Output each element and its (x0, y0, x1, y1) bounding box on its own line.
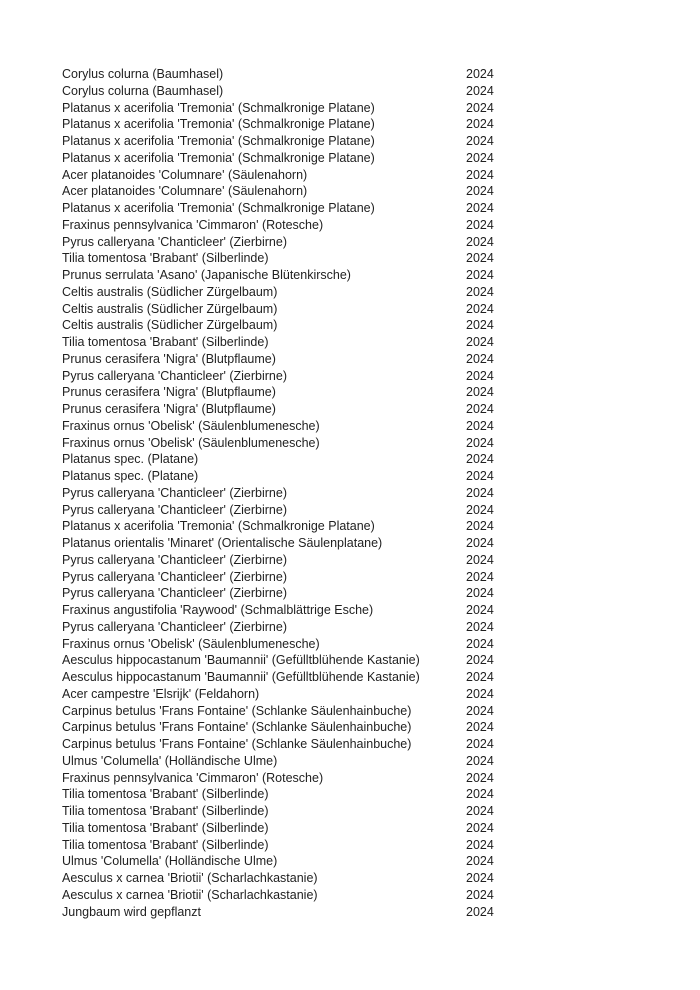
table-row (62, 217, 638, 234)
table-row (62, 786, 638, 803)
species-name: Corylus colurna (Baumhasel) (62, 67, 224, 81)
species-name: Fraxinus ornus 'Obelisk' (Säulenblumenesche) (62, 418, 320, 433)
year-value: 2024 (466, 686, 494, 701)
year-value: 2024 (466, 653, 494, 668)
species-name: Pyrus calleryana 'Chanticleer' (Zierbirne) (62, 368, 287, 383)
year-value: 2024 (466, 552, 494, 567)
species-name: Tilia tomentosa 'Brabant' (Silberlinde) (62, 804, 269, 818)
species-name: Pyrus calleryana 'Chanticleer' (Zierbirne) (62, 485, 287, 500)
year-value: 2024 (466, 837, 494, 852)
species-name: Jungbaum wird gepflanzt (62, 904, 201, 919)
species-name: Platanus x acerifolia 'Tremonia' (Schmalkronige Platane) (62, 150, 375, 165)
table-row (62, 518, 638, 535)
table-row (62, 468, 638, 485)
table-row (62, 569, 638, 586)
year-value: 2024 (466, 753, 494, 768)
table-row (62, 435, 638, 452)
year-value: 2024 (466, 83, 494, 98)
table-row (62, 652, 638, 669)
year-value: 2024 (466, 887, 494, 902)
year-value: 2024 (466, 737, 494, 751)
table-row (62, 602, 638, 619)
year-value: 2024 (466, 301, 494, 316)
table-row (62, 267, 638, 284)
species-name: Aesculus hippocastanum 'Baumannii' (Gefülltblühende Kastanie) (62, 670, 420, 684)
species-name: Platanus x acerifolia 'Tremonia' (Schmalkronige Platane) (62, 519, 375, 534)
species-name: Aesculus hippocastanum 'Baumannii' (Gefülltblühende Kastanie) (62, 653, 420, 668)
table-row (62, 100, 638, 117)
table-row (62, 753, 638, 770)
species-name: Fraxinus pennsylvanica 'Cimmaron' (Rotesche) (62, 217, 324, 232)
year-value: 2024 (466, 150, 494, 165)
table-row (62, 351, 638, 368)
year-value: 2024 (466, 117, 494, 132)
year-value: 2024 (466, 787, 494, 802)
species-name: Aesculus x carnea 'Briotii' (Scharlachkastanie) (62, 887, 318, 902)
species-name: Tilia tomentosa 'Brabant' (Silberlinde) (62, 335, 269, 349)
table-row (62, 485, 638, 502)
species-name: Celtis australis (Südlicher Zürgelbaum) (62, 301, 278, 316)
table-row (62, 384, 638, 401)
year-value: 2024 (466, 703, 494, 718)
year-value: 2024 (466, 720, 494, 735)
species-name: Fraxinus ornus 'Obelisk' (Säulenblumenesche) (62, 636, 320, 651)
table-row (62, 200, 638, 217)
table-row (62, 585, 638, 602)
year-value: 2024 (466, 871, 494, 885)
table-row (62, 418, 638, 435)
table-row (62, 183, 638, 200)
species-name: Tilia tomentosa 'Brabant' (Silberlinde) (62, 820, 269, 835)
species-name: Platanus spec. (Platane) (62, 452, 199, 467)
species-name: Fraxinus pennsylvanica 'Cimmaron' (Rotesche) (62, 770, 324, 785)
year-value: 2024 (466, 485, 494, 500)
year-value: 2024 (466, 402, 494, 416)
tree-list (62, 66, 638, 920)
table-row (62, 535, 638, 552)
species-name: Pyrus calleryana 'Chanticleer' (Zierbirne) (62, 569, 287, 584)
year-value: 2024 (466, 603, 494, 617)
table-row (62, 820, 638, 837)
species-name: Fraxinus ornus 'Obelisk' (Säulenblumenesche) (62, 435, 320, 450)
table-row (62, 167, 638, 184)
year-value: 2024 (466, 167, 494, 182)
year-value: 2024 (466, 804, 494, 818)
table-row (62, 870, 638, 887)
table-row (62, 284, 638, 301)
year-value: 2024 (466, 67, 494, 81)
year-value: 2024 (466, 586, 494, 601)
table-row (62, 853, 638, 870)
species-name: Platanus x acerifolia 'Tremonia' (Schmalkronige Platane) (62, 201, 375, 215)
year-value: 2024 (466, 502, 494, 517)
species-name: Fraxinus angustifolia 'Raywood' (Schmalblättrige Esche) (62, 603, 374, 617)
species-name: Tilia tomentosa 'Brabant' (Silberlinde) (62, 251, 269, 266)
species-name: Tilia tomentosa 'Brabant' (Silberlinde) (62, 787, 269, 802)
year-value: 2024 (466, 100, 494, 115)
year-value: 2024 (466, 435, 494, 450)
table-row (62, 703, 638, 720)
species-name: Corylus colurna (Baumhasel) (62, 83, 224, 98)
year-value: 2024 (466, 536, 494, 550)
species-name: Pyrus calleryana 'Chanticleer' (Zierbirne) (62, 552, 287, 567)
species-name: Ulmus 'Columella' (Holländische Ulme) (62, 753, 278, 768)
table-row (62, 66, 638, 83)
year-value: 2024 (466, 519, 494, 534)
table-row (62, 736, 638, 753)
table-row (62, 502, 638, 519)
table-row (62, 803, 638, 820)
year-value: 2024 (466, 569, 494, 584)
year-value: 2024 (466, 184, 494, 199)
table-row (62, 451, 638, 468)
year-value: 2024 (466, 368, 494, 383)
table-row (62, 334, 638, 351)
table-row (62, 719, 638, 736)
year-value: 2024 (466, 418, 494, 433)
table-row (62, 116, 638, 133)
species-name: Platanus orientalis 'Minaret' (Orientalische Säulenplatane) (62, 536, 383, 550)
species-name: Celtis australis (Südlicher Zürgelbaum) (62, 284, 278, 299)
species-name: Pyrus calleryana 'Chanticleer' (Zierbirne) (62, 234, 287, 249)
table-row (62, 904, 638, 921)
species-name: Pyrus calleryana 'Chanticleer' (Zierbirne) (62, 619, 287, 634)
species-name: Prunus cerasifera 'Nigra' (Blutpflaume) (62, 385, 276, 400)
table-row (62, 301, 638, 318)
species-name: Pyrus calleryana 'Chanticleer' (Zierbirne) (62, 502, 287, 517)
year-value: 2024 (466, 217, 494, 232)
year-value: 2024 (466, 385, 494, 400)
species-name: Carpinus betulus 'Frans Fontaine' (Schlanke Säulenhainbuche) (62, 720, 412, 735)
year-value: 2024 (466, 670, 494, 684)
table-row (62, 887, 638, 904)
year-value: 2024 (466, 820, 494, 835)
year-value: 2024 (466, 770, 494, 785)
year-value: 2024 (466, 469, 494, 483)
year-value: 2024 (466, 201, 494, 215)
species-name: Carpinus betulus 'Frans Fontaine' (Schlanke Säulenhainbuche) (62, 737, 412, 751)
table-row (62, 837, 638, 854)
table-row (62, 250, 638, 267)
year-value: 2024 (466, 854, 494, 869)
species-name: Platanus spec. (Platane) (62, 469, 199, 483)
year-value: 2024 (466, 284, 494, 299)
species-name: Tilia tomentosa 'Brabant' (Silberlinde) (62, 837, 269, 852)
table-row (62, 669, 638, 686)
species-name: Acer campestre 'Elsrijk' (Feldahorn) (62, 686, 260, 701)
species-name: Aesculus x carnea 'Briotii' (Scharlachkastanie) (62, 871, 318, 885)
species-name: Prunus cerasifera 'Nigra' (Blutpflaume) (62, 351, 276, 366)
table-row (62, 234, 638, 251)
species-name: Celtis australis (Südlicher Zürgelbaum) (62, 318, 278, 333)
table-row (62, 133, 638, 150)
year-value: 2024 (466, 636, 494, 651)
table-row (62, 401, 638, 418)
year-value: 2024 (466, 318, 494, 333)
year-value: 2024 (466, 234, 494, 249)
table-row (62, 552, 638, 569)
species-name: Platanus x acerifolia 'Tremonia' (Schmalkronige Platane) (62, 134, 375, 148)
table-row (62, 150, 638, 167)
table-row (62, 368, 638, 385)
species-name: Acer platanoides 'Columnare' (Säulenahorn) (62, 184, 308, 199)
species-name: Ulmus 'Columella' (Holländische Ulme) (62, 854, 278, 869)
year-value: 2024 (466, 904, 494, 919)
year-value: 2024 (466, 619, 494, 634)
species-name: Prunus serrulata 'Asano' (Japanische Blütenkirsche) (62, 268, 351, 282)
year-value: 2024 (466, 351, 494, 366)
species-name: Acer platanoides 'Columnare' (Säulenahorn) (62, 167, 308, 182)
table-row (62, 636, 638, 653)
species-name: Prunus cerasifera 'Nigra' (Blutpflaume) (62, 402, 276, 416)
table-row (62, 619, 638, 636)
table-row (62, 686, 638, 703)
year-value: 2024 (466, 452, 494, 467)
species-name: Platanus x acerifolia 'Tremonia' (Schmalkronige Platane) (62, 117, 375, 132)
table-row (62, 770, 638, 787)
species-name: Pyrus calleryana 'Chanticleer' (Zierbirne) (62, 586, 287, 601)
species-name: Platanus x acerifolia 'Tremonia' (Schmalkronige Platane) (62, 100, 375, 115)
species-name: Carpinus betulus 'Frans Fontaine' (Schlanke Säulenhainbuche) (62, 703, 412, 718)
year-value: 2024 (466, 335, 494, 349)
year-value: 2024 (466, 251, 494, 266)
table-row (62, 317, 638, 334)
table-row (62, 83, 638, 100)
year-value: 2024 (466, 134, 494, 148)
year-value: 2024 (466, 268, 494, 282)
